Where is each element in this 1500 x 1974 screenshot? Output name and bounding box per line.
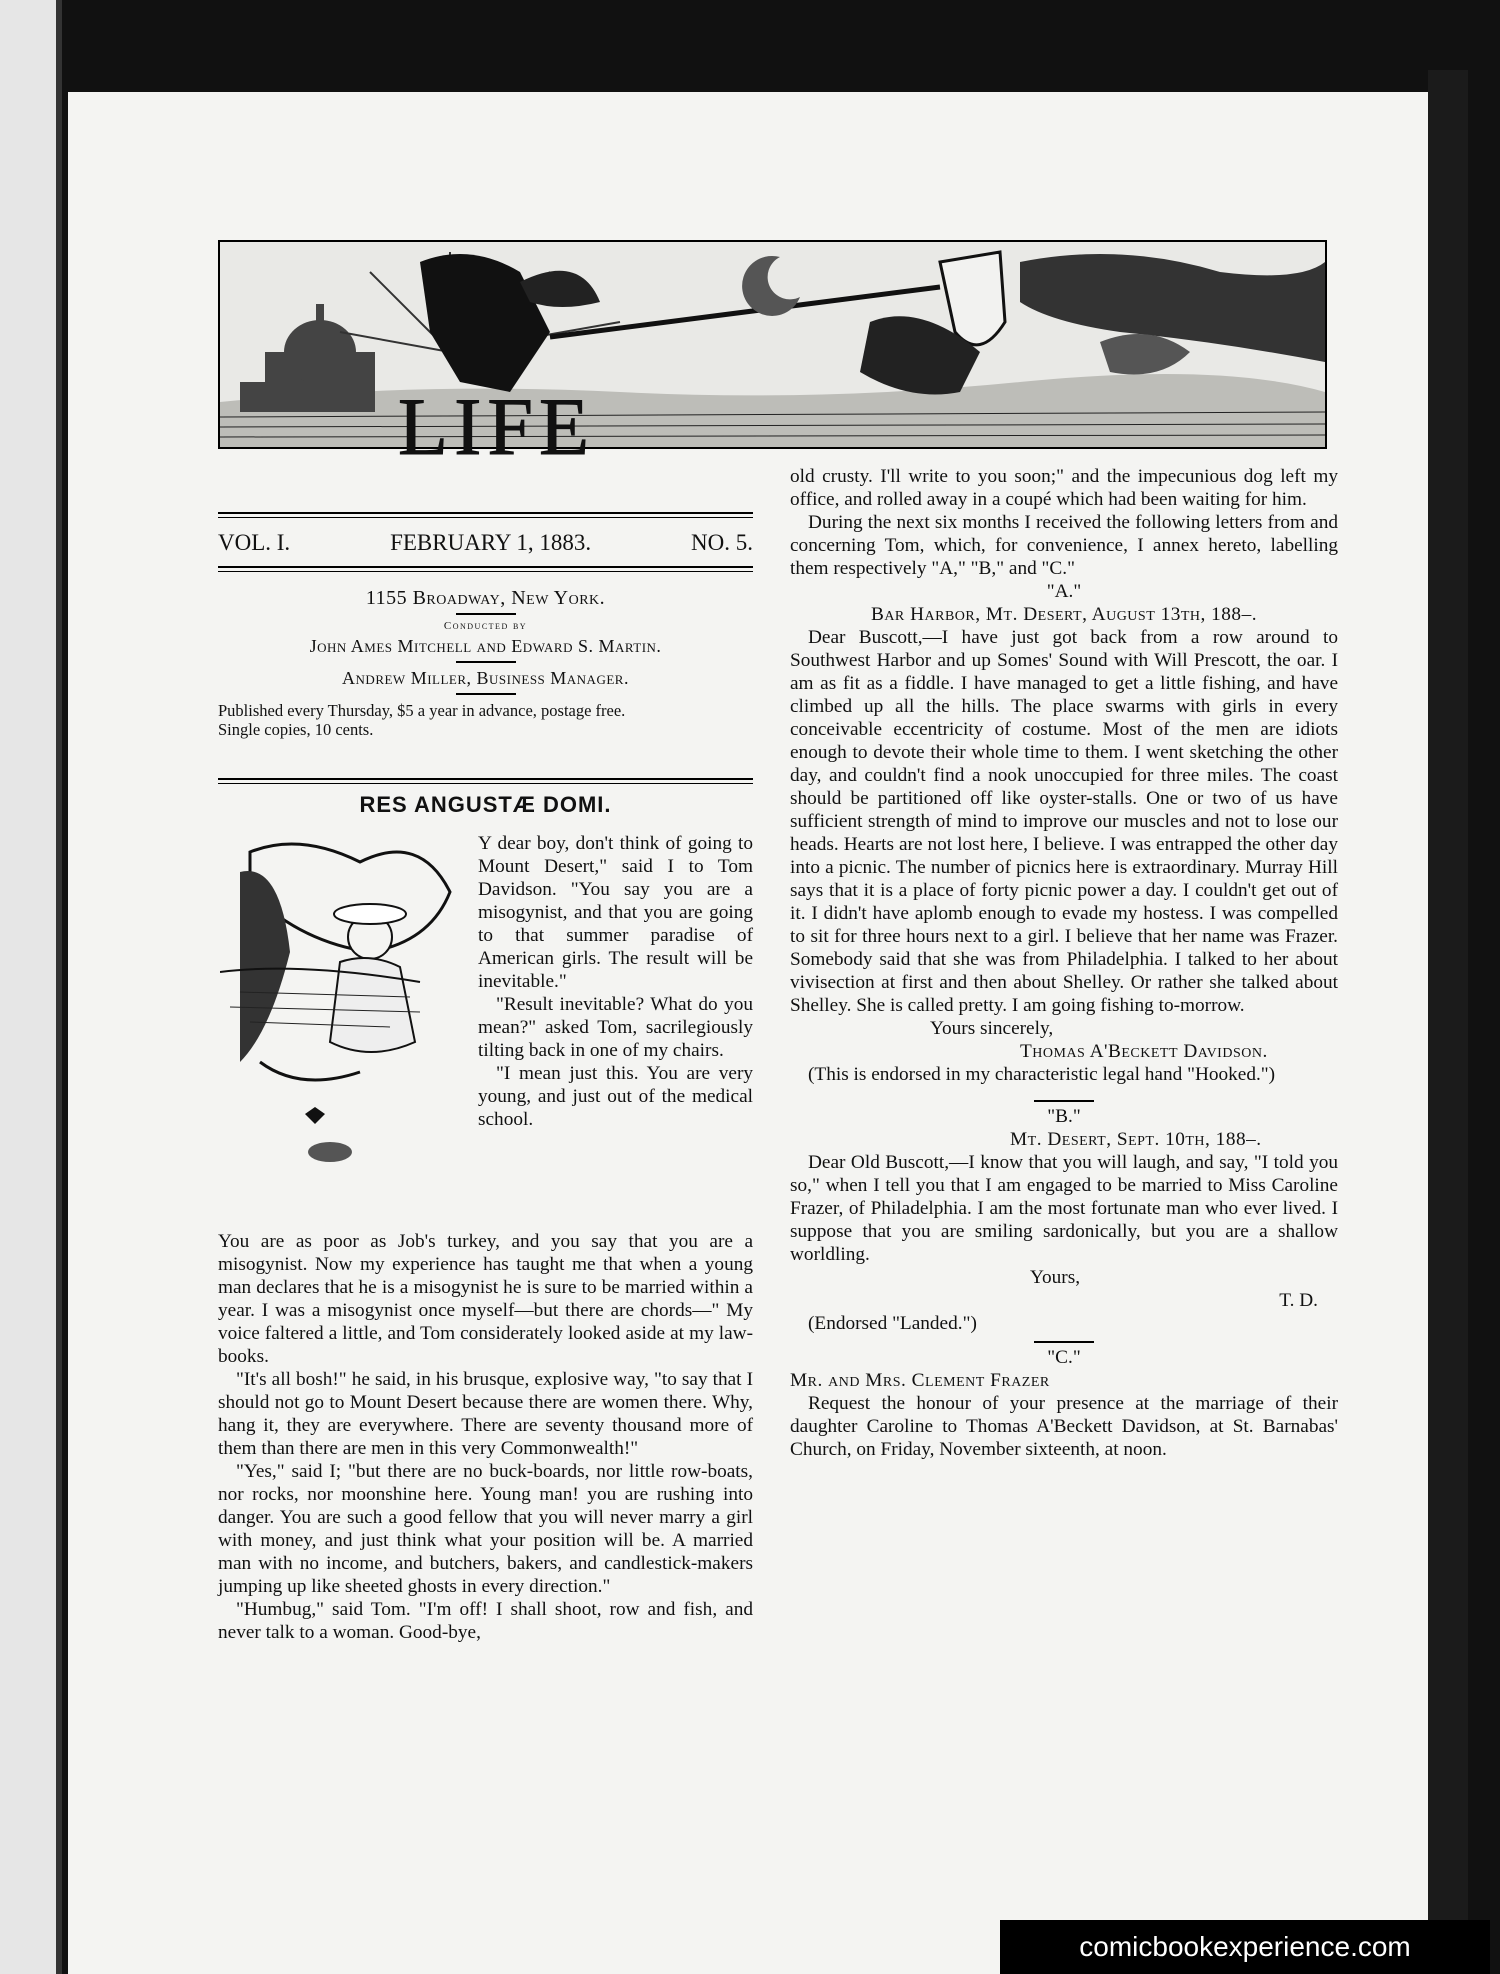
rule-bottom <box>218 566 753 572</box>
paragraph: "Yes," said I; "but there are no buck-boards, nor little row-boats, nor rocks, nor moonshine here. Young man! you are rushing into danger. You are such a good fellow that you will never marry a girl with money, and just think what your position will be. A married man with no income, and butchers, bakers, and candlestick-makers jumping up like sheeted ghosts in every direction." <box>218 1461 753 1597</box>
letter-c-label: "C." <box>1047 1347 1081 1368</box>
letter-b-heading: Mt. Desert, Sept. 10th, 188–. <box>1010 1129 1262 1150</box>
letter-a-label: "A." <box>1046 581 1082 602</box>
article-right-column <box>790 465 1338 1461</box>
paragraph: "Humbug," said Tom. "I'm off! I shall shoot, row and fish, and never talk to a woman. Good-bye, <box>218 1599 753 1643</box>
paragraph: "I mean just this. You are very young, and just out of the medical school. <box>478 1063 753 1130</box>
issue-number: NO. 5. <box>691 530 753 555</box>
facing-page-edge <box>0 0 62 1974</box>
letter-c-body: Request the honour of your presence at the marriage of their daughter Caroline to Thomas A'Beckett Davidson, at St. Barnabas' Church, on Friday, November sixteenth, at noon. <box>790 1393 1338 1460</box>
terms-line-1: Published every Thursday, $5 a year in advance, postage free. <box>218 701 626 720</box>
masthead <box>218 240 1323 484</box>
paragraph: old crusty. I'll write to you soon;" and the impecunious dog left my office, and rolled away in a coupé which had been waiting for him. <box>790 466 1338 510</box>
masthead-illustration <box>218 240 1327 449</box>
publisher-block <box>218 586 753 739</box>
paragraph: Y dear boy, don't think of going to Mount Desert," said I to Tom Davidson. "You say you are a misogynist, and that you are going to that summer paradise of American girls. The result will be inevitable." <box>478 833 753 992</box>
letter-a-closing: Yours sincerely, <box>930 1018 1054 1039</box>
letter-a-signature: Thomas A'Beckett Davidson. <box>1020 1041 1268 1062</box>
divider <box>456 613 516 615</box>
page-shadow <box>1428 70 1468 1974</box>
letter-a-note: (This is endorsed in my characteristic legal hand "Hooked.") <box>808 1064 1276 1085</box>
life-logo: LIFE <box>398 381 596 472</box>
article-illustration <box>220 832 470 1162</box>
paragraph: During the next six months I received the following letters from and concerning Tom, which, for convenience, I annex hereto, labelling them respectively "A," "B," and "C." <box>790 512 1338 579</box>
letter-b-signature: T. D. <box>1279 1290 1318 1311</box>
paragraph: You are as poor as Job's turkey, and you say that you are a misogynist. Now my experience has taught me that when a young man declares that he is a misogynist he is sure to be married within a year. I was a misogynist once myself—but there are chords—" My voice faltered a little, and Tom considerately looked aside at my law-books. <box>218 1231 753 1367</box>
conducted-by-label: Conducted by <box>443 620 528 632</box>
letter-b-closing: Yours, <box>1030 1267 1081 1288</box>
issue-line <box>218 530 753 556</box>
divider <box>1034 1341 1094 1343</box>
business-manager: Andrew Miller, Business Manager. <box>342 668 629 688</box>
divider <box>456 693 516 695</box>
volume: VOL. I. <box>218 530 291 555</box>
divider <box>456 661 516 663</box>
article-wrapped-text <box>478 832 753 1131</box>
watermark: comicbookexperience.com <box>1000 1920 1490 1974</box>
rule-top <box>218 512 753 518</box>
terms-line-2: Single copies, 10 cents. <box>218 720 374 739</box>
paragraph: "It's all bosh!" he said, in his brusque, explosive way, "to say that I should not go to Mount Desert because there are women there. Why, hang it, they are everywhere. There are seventy thousand more of them than there are men in this very Commonwealth!" <box>218 1369 753 1459</box>
paragraph: "Result inevitable? What do you mean?" asked Tom, sacrilegiously tilting back in one of my chairs. <box>478 994 753 1061</box>
conductors: John Ames Mitchell and Edward S. Martin. <box>309 636 662 656</box>
issue-date: FEBRUARY 1, 1883. <box>390 530 592 555</box>
article-title: RES ANGUSTÆ DOMI. <box>359 792 612 817</box>
letter-b-label: "B." <box>1047 1106 1081 1127</box>
letter-c-heading: Mr. and Mrs. Clement Frazer <box>790 1370 1050 1391</box>
article-left-column <box>218 1230 753 1644</box>
letter-b-body: Dear Old Buscott,—I know that you will laugh, and say, "I told you so," when I tell you that I am engaged to be married to Miss Caroline Frazer, of Philadelphia. I am the most fortunate man who ever lived. I suppose that you are smiling sardonically, but you are a shallow worldling. <box>790 1152 1338 1265</box>
address: 1155 Broadway, New York. <box>365 587 606 609</box>
letter-a-heading: Bar Harbor, Mt. Desert, August 13th, 188–. <box>870 604 1258 625</box>
divider <box>1034 1100 1094 1102</box>
rule-article <box>218 778 753 784</box>
letter-b-note: (Endorsed "Landed.") <box>808 1313 977 1334</box>
letter-a-body: Dear Buscott,—I have just got back from a row around to Southwest Harbor and up Somes' Sound with Will Prescott, the oar. I am as fit as a fiddle. I have managed to get a little fishing, and have climbed up all the hills. The place swarms with girls in every conceivable eccentricity of costume. Most of the men are idiots enough to devote their whole time to them. I went sketching the other day, and couldn't find a nook unoccupied for three miles. The coast should be partitioned off like oyster-stalls. One or two of us have sufficient strength of mind to improve our muscles and not to lose our heads. Hearts are not lost here, I believe. I was entrapped the other day into a picnic. The number of picnics here is extraordinary. Murray Hill says that it is a place of forty picnic power a day. I couldn't get out of it. I didn't have aplomb enough to evade my hostess. I was compelled to sit for three hours next to a girl. I believe that her name was Frazer. Somebody said that she was from Philadelphia. I talked to her about vivisection at first and then about Shelley. Or rather she talked about Shelley. She is called pretty. I am going fishing to-morrow. <box>790 627 1338 1016</box>
